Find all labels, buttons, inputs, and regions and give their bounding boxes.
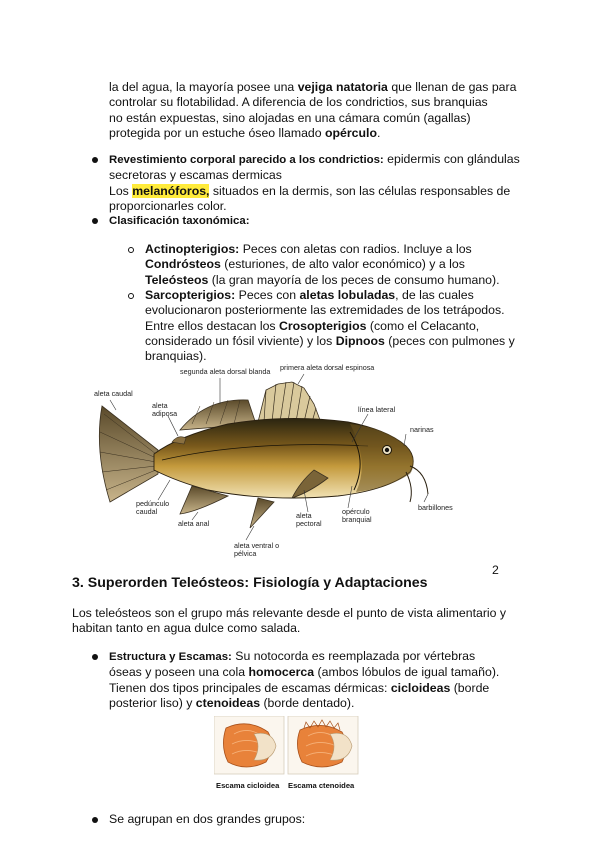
sub-item-actinopterigios — [145, 242, 565, 288]
section-paragraph — [72, 606, 542, 637]
fish-diagram — [88, 362, 468, 568]
sarco-line-5: branquias). — [145, 349, 207, 364]
intro-line-2: controlar su flotabilidad. A diferencia de los condrictios, sus branquias — [109, 95, 488, 110]
caudal-fin — [99, 406, 158, 502]
sub-item-sarcopterigios — [145, 288, 575, 364]
revestimiento-line-3: Los melanóforos, situados en la dermis, son las células responsables de — [109, 183, 511, 198]
bullet-dot — [92, 218, 98, 224]
estructura-line-4: posterior liso) y ctenoideas (borde dentado). — [109, 695, 355, 710]
revestimiento-line-4: proporcionarles color. — [109, 198, 227, 213]
clasificacion-title: Clasificación taxonómica: — [109, 215, 250, 227]
label-barbillones: barbillones — [418, 503, 453, 512]
label-lateral: línea lateral — [358, 405, 396, 414]
label-escama-cicloidea: Escama cicloidea — [216, 781, 280, 790]
estructura-line-1: Estructura y Escamas: Su notocorda es reemplazada por vértebras — [109, 649, 476, 663]
bullet-dot — [92, 157, 98, 163]
bullet-estructura — [109, 649, 549, 711]
label-pectoral: aleta pectoral — [296, 511, 322, 528]
label-primera-dorsal: primera aleta dorsal espinosa — [280, 363, 375, 372]
revestimiento-line-2: secretoras y escamas dermicas — [109, 168, 282, 183]
sarco-line-2: evolucionaron posteriormente las extremidades de los tetrápodos. — [145, 303, 505, 318]
label-caudal: aleta caudal — [94, 389, 133, 398]
intro-paragraph — [109, 80, 549, 141]
fish-illustration — [88, 362, 468, 568]
label-anal: aleta anal — [178, 519, 210, 528]
label-pedunculo: pedúnculo caudal — [136, 499, 170, 516]
sarco-line-1: Sarcopterigios: Peces con aletas lobuladas, de las cuales — [145, 288, 474, 302]
scales-figure — [214, 716, 360, 790]
bullet-revestimiento — [109, 152, 559, 214]
label-escama-ctenoidea: Escama ctenoidea — [288, 781, 355, 790]
label-ventral: aleta ventral o pélvica — [234, 541, 280, 558]
sarco-line-3: Entre ellos destacan los Crosopterigios (como el Celacanto, — [145, 318, 480, 333]
section-heading: 3. Superorden Teleósteos: Fisiología y Adaptaciones — [72, 575, 428, 591]
sarco-line-4: considerado un fósil viviente) y los Dipnoos (peces con pulmones y — [145, 333, 515, 348]
actino-line-2: Condrósteos (esturiones, de alto valor económico) y a los — [145, 257, 465, 272]
bullet-dot — [92, 817, 98, 823]
intro-line-1: la del agua, la mayoría posee una vejiga natatoria que llenan de gas para — [109, 80, 517, 94]
actino-line-3: Teleósteos (la gran mayoría de los peces de consumo humano). — [145, 272, 500, 287]
pelvic-fin — [250, 498, 274, 528]
estructura-line-2: óseas y poseen una cola homocerca (ambos lóbulos de igual tamaño). — [109, 665, 500, 680]
label-adiposa: aleta adiposa — [152, 401, 178, 418]
sub-bullet-circle — [128, 293, 134, 299]
actino-line-1: Actinopterigios: Peces con aletas con radios. Incluye a los — [145, 242, 472, 256]
intro-line-4: protegida por un estuche óseo llamado opérculo. — [109, 125, 381, 140]
bullet-grupos: Se agrupan en dos grandes grupos: — [109, 812, 306, 826]
revestimiento-line-1: Revestimiento corporal parecido a los condrictios: epidermis con glándulas — [109, 152, 520, 166]
bullet-dot — [92, 654, 98, 660]
section-line-2: habitan tanto en agua dulce como salada. — [72, 621, 301, 636]
label-segunda-dorsal: segunda aleta dorsal blanda — [180, 367, 271, 376]
section-line-1: Los teleósteos son el grupo más relevante desde el punto de vista alimentario y — [72, 606, 507, 620]
label-opercula: opérculo branquial — [342, 507, 372, 524]
estructura-line-3: Tienen dos tipos principales de escamas dérmicas: cicloideas (borde — [109, 680, 490, 695]
scales-illustration — [214, 716, 360, 778]
page-number: 2 — [492, 563, 499, 577]
sub-bullet-circle — [128, 247, 134, 253]
intro-line-3: no están expuestas, sino alojadas en una cámara común (agallas) — [109, 110, 471, 125]
bullet-clasificacion — [109, 213, 250, 229]
label-narinas: narinas — [410, 425, 434, 434]
